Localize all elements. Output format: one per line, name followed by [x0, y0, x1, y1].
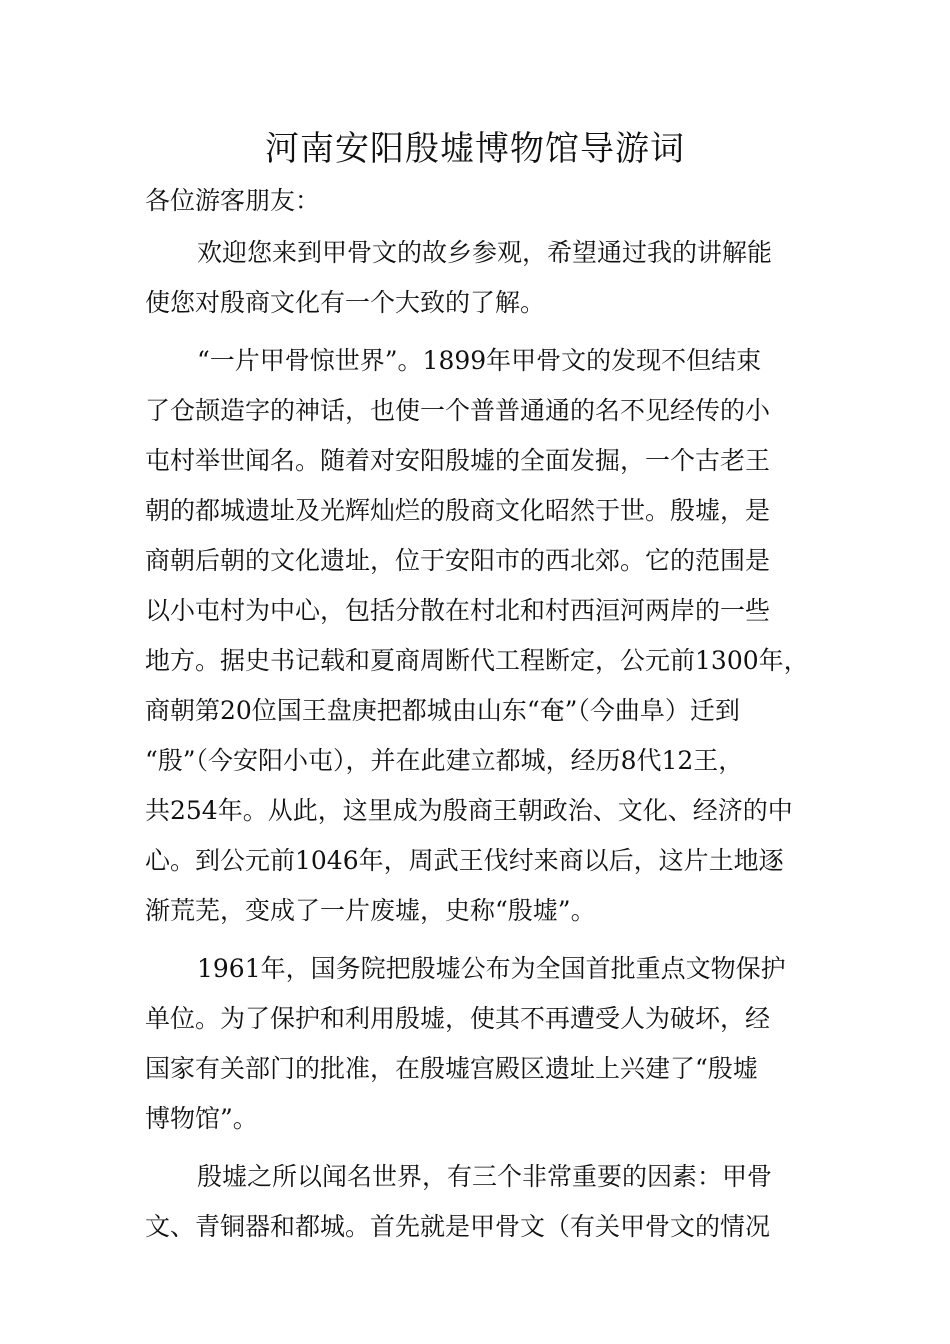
text-line: 1961年，国务院把殷墟公布为全国首批重点文物保护 [197, 954, 786, 983]
text-line: 殷墟之所以闻名世界，有三个非常重要的因素：甲骨 [197, 1162, 773, 1191]
text-line: 使您对殷商文化有一个大致的了解。 [145, 288, 546, 317]
text-line: 屯村举世闻名。随着对安阳殷墟的全面发掘，一个古老王 [145, 446, 771, 475]
greeting: 各位游客朋友： [145, 186, 321, 215]
text-line: “一片甲骨惊世界”。1899年甲骨文的发现不但结束 [197, 346, 762, 375]
text-line: 单位。为了保护和利用殷墟，使其不再遭受人为破坏，经 [145, 1004, 771, 1033]
text-line: 国家有关部门的批准，在殷墟宫殿区遗址上兴建了“殷墟 [145, 1054, 758, 1083]
text-line: 商朝后朝的文化遗址，位于安阳市的西北郊。它的范围是 [145, 546, 771, 575]
paragraph-welcome [145, 228, 825, 328]
text-line: 心。到公元前1046年，周武王伐纣来商以后，这片土地逐 [145, 846, 784, 875]
paragraph-factors [145, 1152, 825, 1252]
text-line: 商朝第20位国王盘庚把都城由山东“奄”（今曲阜）迁到 [145, 696, 740, 725]
text-line: 文、青铜器和都城。首先就是甲骨文（有关甲骨文的情况 [145, 1212, 771, 1241]
document-title: 河南安阳殷墟博物馆导游词 [265, 129, 685, 169]
text-line: 博物馆”。 [145, 1104, 258, 1133]
paragraph-museum [145, 944, 825, 1144]
text-line: 地方。据史书记载和夏商周断代工程断定，公元前1300年， [145, 646, 809, 675]
paragraph-history [145, 336, 825, 936]
text-line: “殷”（今安阳小屯），并在此建立都城，经历8代12王， [145, 746, 744, 775]
text-line: 朝的都城遗址及光辉灿烂的殷商文化昭然于世。殷墟，是 [145, 496, 771, 525]
text-line: 了仓颉造字的神话，也使一个普普通通的名不见经传的小 [145, 396, 771, 425]
text-line: 以小屯村为中心，包括分散在村北和村西洹河两岸的一些 [145, 596, 771, 625]
text-line: 共254年。从此，这里成为殷商王朝政治、文化、经济的中 [145, 796, 793, 825]
text-line: 渐荒芜，变成了一片废墟，史称“殷墟”。 [145, 896, 596, 925]
document-body [145, 228, 825, 1260]
text-line: 欢迎您来到甲骨文的故乡参观，希望通过我的讲解能 [197, 238, 773, 267]
